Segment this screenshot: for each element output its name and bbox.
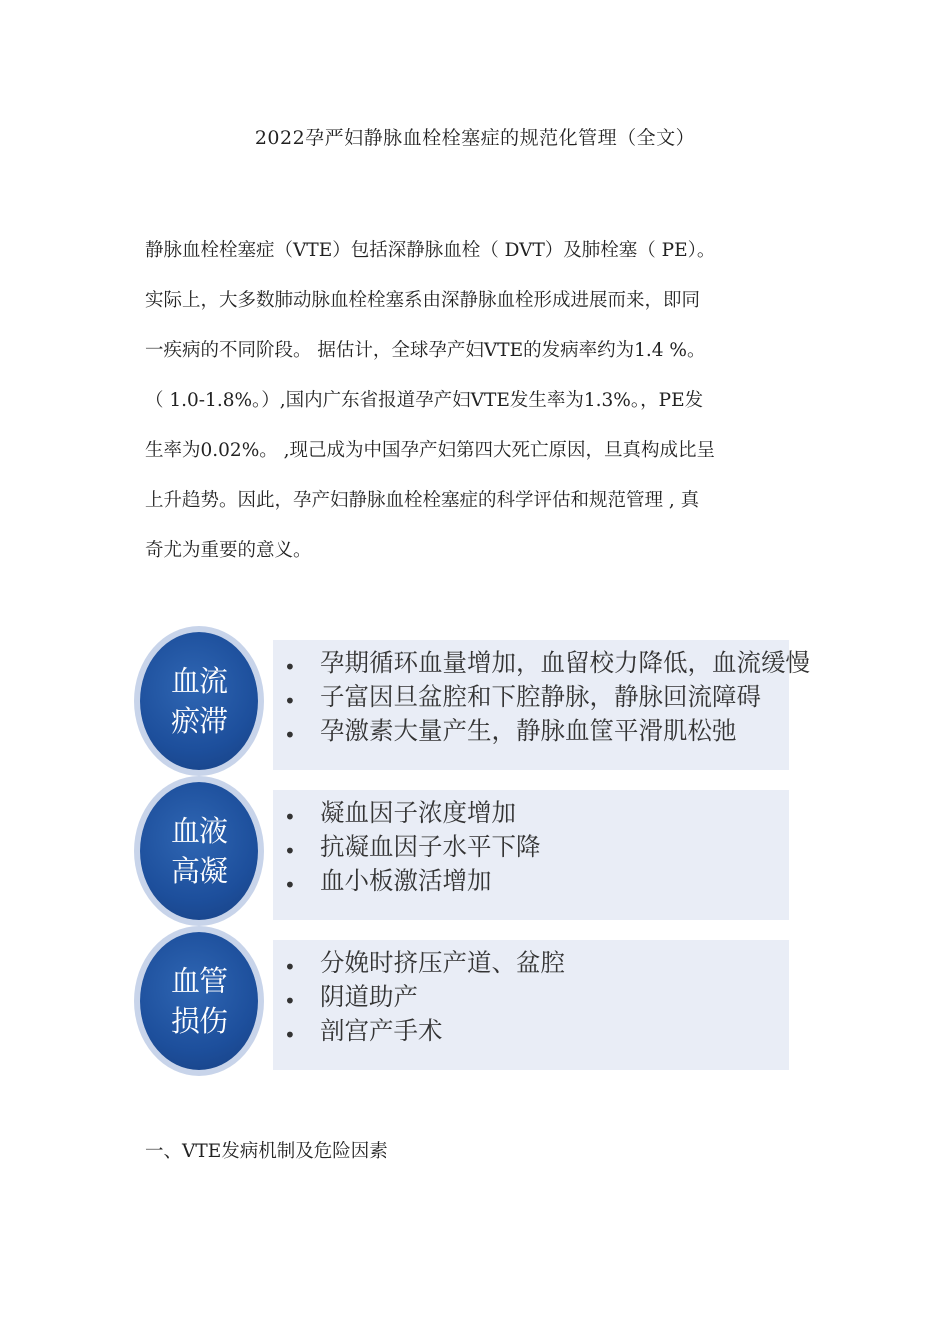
vte-mechanism-figure <box>140 632 890 1072</box>
list-item: • 孕激素大量产生，静脉血筐平滑肌松弛 <box>280 714 900 748</box>
document-title: 2022孕严妇静脉血栓栓塞症的规范化管理（全文） <box>254 127 696 149</box>
group-circle-badge <box>140 932 258 1070</box>
circle-label: 高凝 <box>170 854 227 888</box>
circle-label: 血流 <box>170 664 227 698</box>
group-circle-badge <box>140 632 258 770</box>
intro-line: 实际上，大多数肺动脉血栓栓塞系由深静脉血栓形成进展而来，即同 <box>145 290 701 311</box>
circle-label: 血液 <box>170 814 227 848</box>
group-item-list <box>280 946 900 1048</box>
list-item: • 孕期循环血量增加，血留校力降低，血流缓慢 <box>280 646 900 680</box>
intro-line: （ 1.0-1.8%。）,国内广东省报道孕产妇VTE发生率为1.3%。，PE发 <box>145 390 704 411</box>
section-heading: 一、VTE发病机制及危险因素 <box>145 1141 388 1162</box>
intro-line: 上升趋势。因此，孕产妇静脉血栓栓塞症的科学评估和规范管理 , 真 <box>145 490 700 511</box>
intro-line: 静脉血栓栓塞症（VTE）包括深静脉血栓（ DVT）及肺栓塞（ PE）。 <box>145 240 716 261</box>
group-item-list <box>280 646 900 748</box>
list-item: • 阴道助产 <box>280 980 900 1014</box>
circle-label: 血管 <box>170 964 227 998</box>
figure-group-hypercoagulation <box>140 782 890 922</box>
list-item: • 剖宫产手术 <box>280 1014 900 1048</box>
circle-label: 瘀滞 <box>170 704 227 738</box>
intro-line: 奇尤为重要的意义。 <box>145 540 312 561</box>
group-item-list <box>280 796 900 898</box>
list-item: • 血小板激活增加 <box>280 864 900 898</box>
list-item: • 抗凝血因子水平下降 <box>280 830 900 864</box>
list-item: • 子富因旦盆腔和下腔静脉，静脉回流障碍 <box>280 680 900 714</box>
list-item: • 分娩时挤压产道、盆腔 <box>280 946 900 980</box>
intro-line: 生率为0.02%。 ,现己成为中国孕产妇第四大死亡原因，旦真构成比呈 <box>145 440 716 461</box>
list-item: • 凝血因子浓度增加 <box>280 796 900 830</box>
figure-group-vessel-injury <box>140 932 890 1072</box>
intro-paragraph <box>145 236 815 586</box>
figure-group-blood-stasis <box>140 632 890 772</box>
group-circle-badge <box>140 782 258 920</box>
circle-label: 损伤 <box>170 1004 227 1038</box>
intro-line: 一疾病的不同阶段。 据估计，全球孕产妇VTE的发病率约为1.4 %。 <box>145 340 706 361</box>
